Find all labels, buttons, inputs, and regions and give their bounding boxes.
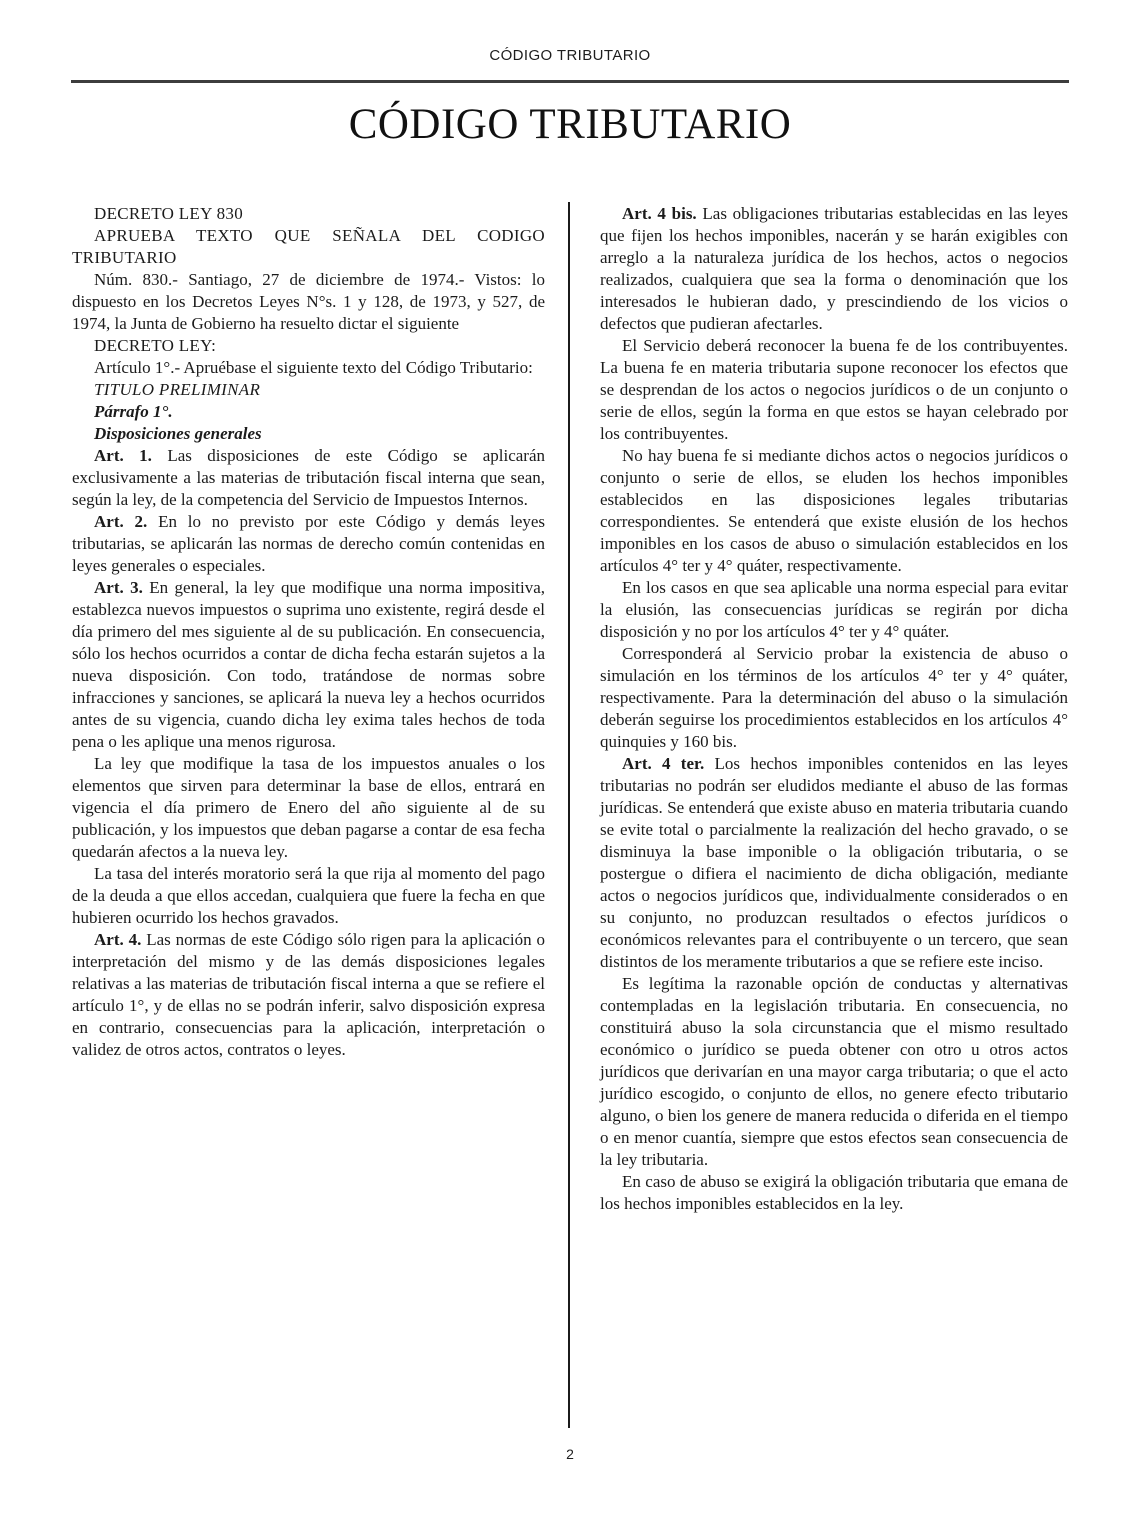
art-3-text: En general, la ley que modifique una norma impositiva, establezca nuevos impuestos o suprima uno existente, regirá desde el día primero del mes siguiente al de su publicación. En consecuencia, sólo los hechos ocurridos a contar de dicha fecha estarán sujetos a la nueva disposición. Con todo, tratándose de normas sobre infracciones y sanciones, se aplicará la nueva ley a hechos ocurridos antes de su vigencia, cuando dicha ley exima tales hechos de toda pena o les aplique una menos rigurosa. [72, 578, 545, 751]
art-2-text: En lo no previsto por este Código y demás leyes tributarias, se aplicarán las normas de derecho común contenidas en leyes generales o especiales. [72, 512, 546, 575]
header-rule [71, 80, 1069, 83]
art-1-text: Las disposiciones de este Código se aplicarán exclusivamente a las materias de tributación fiscal interna que sean, según la ley, de la competencia del Servicio de Impuestos Internos. [72, 446, 545, 509]
parrafo-1-heading: Párrafo 1°. [94, 402, 173, 421]
running-header: CÓDIGO TRIBUTARIO [489, 47, 651, 64]
articulo-1-paragraph: Artículo 1°.- Apruébase el siguiente texto del Código Tributario: [94, 358, 533, 377]
decreto-ley-heading: DECRETO LEY: [94, 336, 217, 355]
num-830-paragraph: Núm. 830.- Santiago, 27 de diciembre de 1974.- Vistos: lo dispuesto en los Decretos Leyes N°s. 1 y 128, de 1973, y 527, de 1974, la Junta de Gobierno ha resuelto dictar el siguiente [72, 270, 545, 333]
art-4bis-paragraph [600, 203, 1068, 335]
art-4-paragraph [72, 929, 545, 1061]
page-title: CÓDIGO TRIBUTARIO [348, 101, 792, 148]
art-4bis-label: Art. 4 bis. [622, 204, 697, 223]
decree-number-line: DECRETO LEY 830 [94, 204, 243, 223]
art-4bis-text: Las obligaciones tributarias establecidas en las leyes que fijen los hechos imponibles, nacerán y se harán exigibles con arreglo a la naturaleza jurídica de los hechos, actos o negocios realizados, cualquiera que sea la forma o denominación que los interesados le hubieran dado, y prescindiendo de los vicios o defectos que pudieran afectarles. [600, 204, 1068, 333]
art-1-paragraph [72, 445, 545, 511]
page-number: 2 [566, 1446, 574, 1462]
art-4ter-label: Art. 4 ter. [622, 754, 705, 773]
right-column [600, 203, 1068, 1215]
art-4bis-paragraph-5: Corresponderá al Servicio probar la existencia de abuso o simulación en los términos de los artículos 4° ter y 4° quáter, respectivamente. Para la determinación del abuso o la simulación deberán seguirse los procedimientos establecidos en los artículos 4° quinquies y 160 bis. [600, 644, 1068, 751]
art-4bis-paragraph-2: El Servicio deberá reconocer la buena fe de los contribuyentes. La buena fe en materia tributaria supone reconocer los efectos que se desprendan de los actos o negocios jurídicos o de un conjunto o serie de ellos, según la forma en que estos se hayan celebrado por los contribuyentes. [600, 336, 1068, 443]
column-divider [568, 202, 570, 1428]
art-4bis-paragraph-4: En los casos en que sea aplicable una norma especial para evitar la elusión, las consecuencias jurídicas se regirán por dicha disposición y no por los artículos 4° ter y 4° quáter. [600, 578, 1068, 641]
left-column [72, 203, 545, 1061]
art-3-paragraph-2: La ley que modifique la tasa de los impuestos anuales o los elementos que sirven para determinar la base de ellos, entrará en vigencia el día primero de Enero del año siguiente al de su publicación, y los impuestos que deban pagarse a contar de esa fecha quedarán afectos a la nueva ley. [72, 754, 545, 861]
art-1-label: Art. 1. [94, 446, 152, 465]
decree-approval-line: APRUEBA TEXTO QUE SEÑALA DEL CODIGO TRIBUTARIO [72, 226, 545, 267]
art-4ter-paragraph [600, 753, 1068, 973]
art-4ter-paragraph-3: En caso de abuso se exigirá la obligación tributaria que emana de los hechos imponibles establecidos en la ley. [600, 1172, 1068, 1213]
art-3-paragraph-3: La tasa del interés moratorio será la que rija al momento del pago de la deuda a que ellos accedan, cualquiera que fuere la fecha en que hubieren ocurrido los hechos gravados. [72, 864, 545, 927]
art-4bis-paragraph-3: No hay buena fe si mediante dichos actos o negocios jurídicos o conjunto o serie de ellos, se eluden los hechos imponibles establecidos en las disposiciones legales tributarias correspondientes. Se entenderá que existe elusión de los hechos imponibles en los casos de abuso o simulación establecidos en los artículos 4° ter y 4° quáter, respectivamente. [600, 446, 1068, 575]
art-3-paragraph [72, 577, 545, 753]
titulo-preliminar-heading: TITULO PRELIMINAR [94, 380, 261, 399]
art-3-label: Art. 3. [94, 578, 143, 597]
art-4ter-text: Los hechos imponibles contenidos en las leyes tributarias no podrán ser eludidos mediante el abuso de las formas jurídicas. Se entenderá que existe abuso en materia tributaria cuando se evite total o parcialmente la realización del hecho gravado, o se disminuya la base imponible o la obligación tributaria, o se postergue o difiera el nacimiento de dicha obligación, mediante actos o negocios jurídicos que, individualmente considerados o en su conjunto, no produzcan resultados o efectos jurídicos o económicos relevantes para el contribuyente o un tercero, que sean distintos de los meramente tributarios a que se refiere este inciso. [600, 754, 1068, 971]
art-2-paragraph [72, 511, 545, 577]
art-4-label: Art. 4. [94, 930, 142, 949]
art-2-label: Art. 2. [94, 512, 148, 531]
art-4-text: Las normas de este Código sólo rigen para la aplicación o interpretación del mismo y de las demás disposiciones legales relativas a las materias de tributación fiscal interna a que se refiere el artículo 1°, y de ellas no se podrán inferir, salvo disposición expresa en contrario, consecuencias para la aplicación, interpretación o validez de otros actos, contratos o leyes. [72, 930, 545, 1059]
art-4ter-paragraph-2: Es legítima la razonable opción de conductas y alternativas contempladas en la legislación tributaria. En consecuencia, no constituirá abuso la sola circunstancia que el mismo resultado económico o jurídico se pueda obtener con otro u otros actos jurídicos que derivarían en una mayor carga tributaria; o que el acto jurídico escogido, o conjunto de ellos, no genere efecto tributario alguno, o bien los genere de manera reducida o diferida en el tiempo o en menor cuantía, siempre que estos efectos sean consecuencia de la ley tributaria. [600, 974, 1068, 1169]
disposiciones-generales-heading: Disposiciones generales [94, 424, 262, 443]
